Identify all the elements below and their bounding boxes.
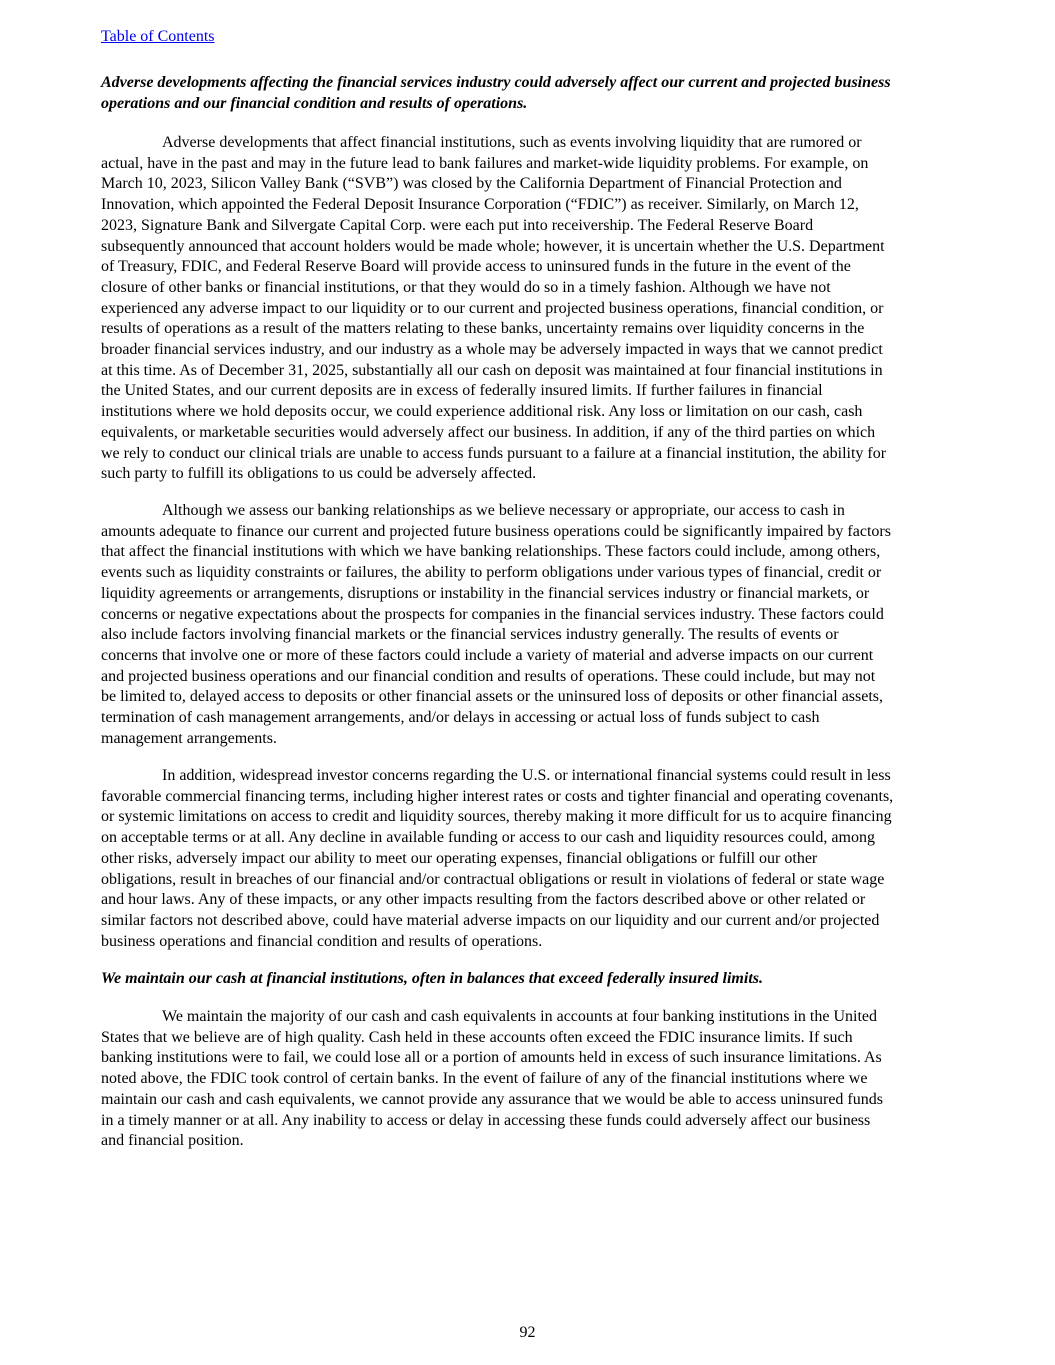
paragraph-line: management arrangements.: [101, 729, 277, 747]
paragraph-investor-concerns: [101, 766, 971, 952]
paragraph-line: and financial position.: [101, 1132, 244, 1150]
paragraph-line: other risks, adversely impact our ability to meet our operating expenses, financial obligations or fulfill our other: [101, 849, 818, 867]
paragraph-line: closure of other banks or financial institutions, or that they would do so in a timely fashion. Although we have not: [101, 278, 831, 296]
paragraph-line: liquidity agreements or arrangements, disruptions or instability in the financial services industry or financial markets, or: [101, 584, 870, 602]
paragraph-line: such party to fulfill its obligations to us could be adversely affected.: [101, 465, 537, 483]
paragraph-line: favorable commercial financing terms, including higher interest rates or costs and tighter financial and operating covenants,: [101, 787, 894, 805]
paragraph-line: concerns or negative expectations about the prospects for companies in the financial services industry. These factors could: [101, 605, 884, 623]
paragraph-line: that affect the financial institutions with which we have banking relationships. These factors could include, among others,: [101, 543, 881, 561]
paragraph-line: business operations and financial condition and results of operations.: [101, 932, 543, 950]
paragraph-line: We maintain the majority of our cash and cash equivalents in accounts at four banking institutions in the United: [162, 1008, 877, 1025]
paragraph-line: also include factors involving financial markets or the financial services industry generally. The results of events or: [101, 626, 839, 644]
paragraph-line: or systemic limitations on access to credit and liquidity sources, thereby making it more difficult for us to acquire financing: [101, 808, 892, 826]
paragraph-line: actual, have in the past and may in the future lead to bank failures and market-wide liquidity problems. For example, on: [101, 154, 869, 172]
paragraph-line: concerns that involve one or more of these factors could include a variety of material and adverse impacts on our current: [101, 646, 874, 664]
paragraph-line: at this time. As of December 31, 2025, substantially all our cash on deposit was maintained at four financial institutions in: [101, 361, 883, 379]
paragraph-line: institutions where we hold deposits occur, we could experience additional risk. Any loss or limitation on our cash, cash: [101, 403, 863, 421]
paragraph-line: and hour laws. Any of these impacts, or any other impacts resulting from the factors described above or other related or: [101, 891, 866, 909]
paragraph-line: Adverse developments that affect financial institutions, such as events involving liquidity that are rumored or: [162, 134, 862, 151]
paragraph-line: in a timely manner or at all. Any inability to access or delay in accessing these funds could adversely affect our business: [101, 1111, 871, 1129]
paragraph-line: March 10, 2023, Silicon Valley Bank (“SVB”) was closed by the California Department of Financial Protection and: [101, 175, 842, 193]
paragraph-cash-at-institutions: [101, 1007, 971, 1152]
paragraph-line: we rely to conduct our clinical trials are unable to access funds pursuant to a failure at a financial institution, the ability for: [101, 444, 887, 462]
paragraph-line: of Treasury, FDIC, and Federal Reserve Board will provide access to uninsured funds in the future in the event of the: [101, 258, 851, 276]
paragraph-line: In addition, widespread investor concerns regarding the U.S. or international financial systems could result in less: [162, 767, 891, 784]
paragraph-line: Innovation, which appointed the Federal Deposit Insurance Corporation (“FDIC”) as receiver. Similarly, on March 12,: [101, 196, 859, 214]
paragraph-banking-relationships: [101, 501, 971, 749]
paragraph-line: broader financial services industry, and our industry as a whole may be adversely impacted in ways that we cannot predict: [101, 341, 883, 359]
paragraph-line: events such as liquidity constraints or failures, the ability to perform obligations under various types of financial, credit or: [101, 564, 882, 582]
paragraph-line: experienced any adverse impact to our liquidity or to our current and projected business operations, financial condition, or: [101, 299, 884, 317]
paragraph-line: banking institutions were to fail, we could lose all or a portion of amounts held in excess of such insurance limitations. As: [101, 1049, 882, 1067]
paragraph-line: the United States, and our current deposits are in excess of federally insured limits. If further failures in financial: [101, 382, 823, 400]
page-number: 92: [519, 1324, 536, 1341]
heading-line: We maintain our cash at financial institutions, often in balances that exceed federally insured limits.: [101, 970, 763, 987]
paragraph-line: noted above, the FDIC took control of certain banks. In the event of failure of any of the financial institutions where we: [101, 1070, 868, 1088]
paragraph-line: 2023, Signature Bank and Silvergate Capital Corp. were each put into receivership. The Federal Reserve Board: [101, 216, 814, 234]
section-heading-financial-services-risk: [101, 73, 971, 114]
paragraph-line: maintain our cash and cash equivalents, we cannot provide any assurance that we would be able to access uninsured funds: [101, 1090, 883, 1108]
paragraph-line: and projected business operations and our financial condition and results of operations. These could include, but may not: [101, 667, 876, 685]
paragraph-line: be limited to, delayed access to deposits or other financial assets or the uninsured loss of deposits or other financial assets,: [101, 688, 884, 706]
paragraph-line: Although we assess our banking relationships as we believe necessary or appropriate, our access to cash in: [162, 502, 845, 519]
paragraph-line: States that we believe are of high quality. Cash held in these accounts often exceed the FDIC insurance limits. If such: [101, 1028, 853, 1046]
paragraph-line: subsequently announced that account holders would be made whole; however, it is uncertain whether the U.S. Department: [101, 237, 885, 255]
paragraph-line: amounts adequate to finance our current and projected future business operations could be significantly impaired by factors: [101, 522, 891, 540]
paragraph-line: equivalents, or marketable securities would adversely affect our business. In addition, if any of the third parties on which: [101, 423, 876, 441]
heading-line: operations and our financial condition and results of operations.: [101, 94, 528, 112]
paragraph-line: termination of cash management arrangements, and/or delays in accessing or actual loss of funds subject to cash: [101, 709, 820, 727]
paragraph-bank-failures: [101, 133, 971, 485]
paragraph-line: results of operations as a result of the matters relating to these banks, uncertainty remains over liquidity concerns in the: [101, 320, 865, 338]
section-heading-insured-limits: [101, 969, 971, 990]
paragraph-line: similar factors not described above, could have material adverse impacts on our liquidity and our current and/or projected: [101, 911, 880, 929]
paragraph-line: on acceptable terms or at all. Any decline in available funding or access to our cash and liquidity resources could, among: [101, 829, 875, 847]
table-of-contents-link[interactable]: Table of Contents: [101, 28, 215, 45]
heading-line: Adverse developments affecting the financial services industry could adversely affect our current and projected business: [101, 74, 891, 91]
paragraph-line: obligations, result in breaches of our financial and/or contractual obligations or result in violations of federal or state wage: [101, 870, 885, 888]
